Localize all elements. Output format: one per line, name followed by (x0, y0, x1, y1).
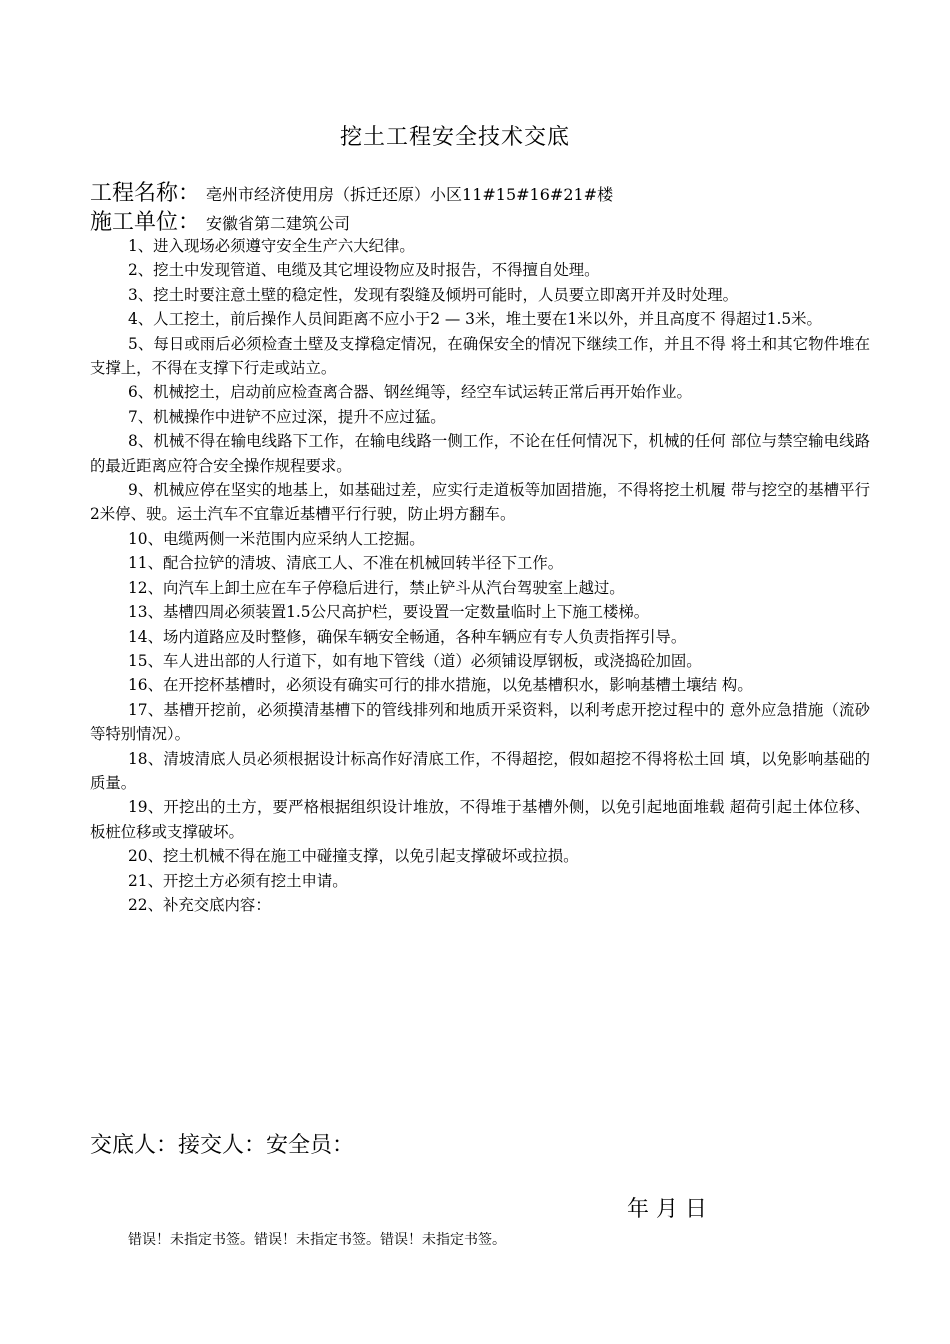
list-item: 5、每日或雨后必须检查土壁及支撑稳定情况，在确保安全的情况下继续工作，并且不得 将土和其它物件堆在支撑上，不得在支撑下行走或站立。 (90, 334, 870, 378)
list-item: 12、向汽车上卸土应在车子停稳后进行，禁止铲斗从汽台驾驶室上越过。 (128, 578, 625, 597)
safety-items-list (90, 234, 870, 917)
list-item: 14、场内道路应及时整修，确保车辆安全畅通，各种车辆应有专人负责指挥引导。 (128, 627, 687, 646)
list-item: 21、开挖土方必须有挖土申请。 (128, 871, 348, 890)
project-name-value: 亳州市经济使用房（拆迁还原）小区11#15#16#21#楼 (206, 185, 614, 204)
list-item: 20、挖土机械不得在施工中碰撞支撑，以免引起支撑破坏或拉损。 (128, 847, 579, 866)
list-item: 18、清坡清底人员必须根据设计标高作好清底工作，不得超挖，假如超挖不得将松土回 填，以免影响基础的质量。 (90, 749, 870, 792)
list-item: 9、机械应停在坚实的地基上，如基础过差，应实行走道板等加固措施，不得将挖土机履 带与挖空的基槽平行2米停、驶。运土汽车不宜靠近基槽平行行驶，防止坍方翻车。 (90, 481, 870, 524)
list-item: 1、进入现场必须遵守安全生产六大纪律。 (128, 237, 415, 255)
document-title: 挖土工程安全技术交底 (339, 125, 570, 150)
bookmark-error-text: 错误！未指定书签。错误！未指定书签。错误！未指定书签。 (128, 1232, 506, 1248)
list-item: 22、补充交底内容： (128, 895, 271, 914)
list-item: 4、人工挖土，前后操作人员间距离不应小于2 — 3米，堆土要在1米以外，并且高度不 得超过1.5米。 (128, 310, 822, 329)
list-item: 16、在开挖杯基槽时，必须设有确实可行的排水措施，以免基槽积水，影响基槽土壤结 构。 (128, 676, 753, 695)
construction-unit-value: 安徽省第二建筑公司 (206, 214, 351, 233)
list-item: 6、机械挖土，启动前应检查离合器、钢丝绳等，经空车试运转正常后再开始作业。 (128, 383, 692, 402)
project-name-line (90, 176, 613, 207)
list-item: 8、机械不得在输电线路下工作，在输电线路一侧工作，不论在任何情况下，机械的任何 部位与禁空输电线路的最近距离应符合安全操作规程要求。 (90, 432, 870, 475)
list-item: 2、挖土中发现管道、电缆及其它埋设物应及时报告，不得擅自处理。 (128, 261, 600, 280)
list-item: 10、电缆两侧一米范围内应采纳人工挖掘。 (128, 529, 425, 548)
list-item: 11、配合拉铲的清坡、清底工人、不准在机械回转半径下工作。 (128, 554, 564, 573)
date-line: 年 月 日 (627, 1197, 707, 1222)
list-item: 17、基槽开挖前，必须摸清基槽下的管线排列和地质开采资料，以利考虑开挖过程中的 意外应急措施（流砂等特别情况）。 (90, 700, 870, 744)
list-item: 19、开挖出的土方，要严格根据组织设计堆放，不得堆于基槽外侧，以免引起地面堆载 超荷引起土体位移、板桩位移或支撑破坏。 (90, 798, 870, 841)
construction-unit-line (90, 205, 350, 236)
list-item: 13、基槽四周必须装置1.5公尺高护栏，要设置一定数量临时上下施工楼梯。 (128, 603, 650, 622)
signature-line: 交底人：接交人：安全员： (90, 1133, 355, 1158)
construction-unit-label: 施工单位： (90, 210, 201, 235)
list-item: 15、车人进出部的人行道下，如有地下管线（道）必须铺设厚钢板，或浇捣砼加固。 (128, 651, 702, 670)
list-item: 3、挖土时要注意土壁的稳定性，发现有裂缝及倾坍可能时，人员要立即离开并及时处理。 (128, 285, 739, 304)
list-item: 7、机械操作中进铲不应过深，提升不应过猛。 (128, 407, 446, 426)
project-name-label: 工程名称： (90, 181, 201, 206)
